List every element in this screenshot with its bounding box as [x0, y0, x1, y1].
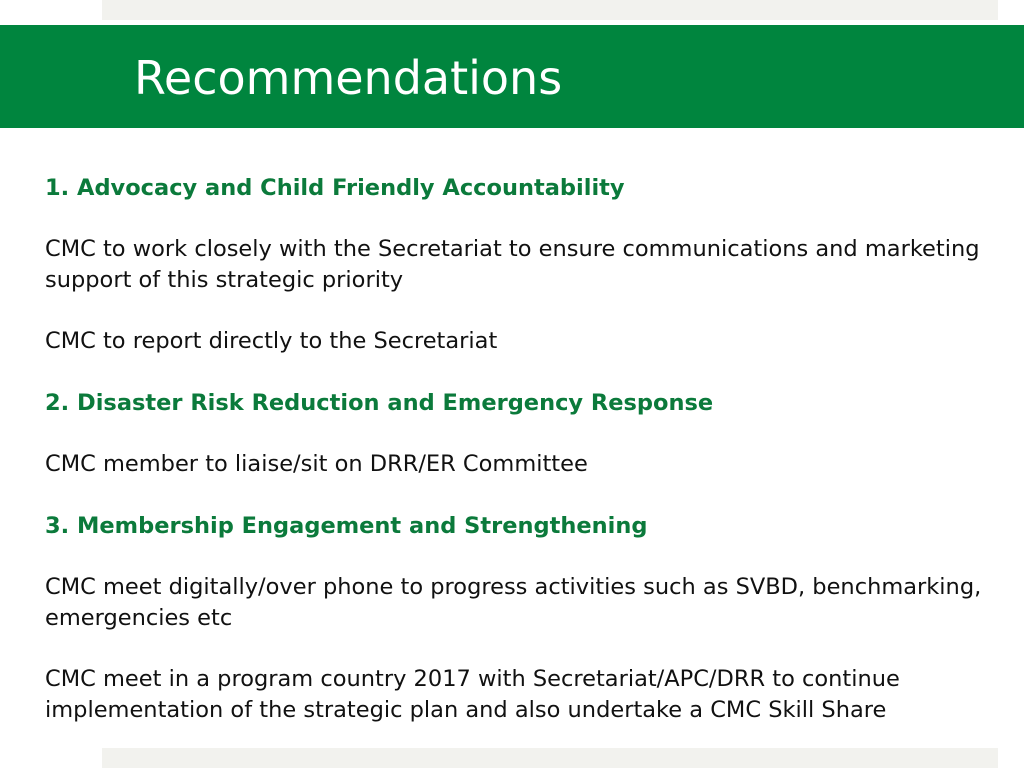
recommendation-text: CMC meet digitally/over phone to progress activities such as SVBD, benchmarking, emergencies etc: [45, 574, 982, 631]
section-heading-drr: 2. Disaster Risk Reduction and Emergency Response: [45, 389, 714, 416]
recommendation-text: CMC to work closely with the Secretariat to ensure communications and marketing support of this strategic priority: [45, 236, 980, 294]
spacer: [45, 633, 990, 664]
section-heading-membership: 3. Membership Engagement and Strengthening: [45, 512, 648, 539]
recommendation-text: CMC meet in a program country 2017 with Secretariat/APC/DRR to continue implementation of the strategic plan and also undertake a CMC Skill Share: [45, 666, 900, 723]
recommendation-text: CMC member to liaise/sit on DRR/ER Committee: [45, 451, 588, 478]
spacer: [45, 204, 990, 235]
spacer: [45, 357, 990, 388]
slide-title: Recommendations: [134, 51, 563, 105]
slide-content: [45, 173, 990, 726]
top-decor-strip: [102, 0, 998, 20]
spacer: [45, 541, 990, 572]
spacer: [45, 480, 990, 511]
spacer: [45, 419, 990, 450]
spacer: [45, 296, 990, 327]
bottom-decor-strip: [102, 748, 998, 768]
recommendation-text: CMC to report directly to the Secretariat: [45, 328, 498, 355]
section-heading-advocacy: 1. Advocacy and Child Friendly Accountability: [45, 175, 625, 201]
